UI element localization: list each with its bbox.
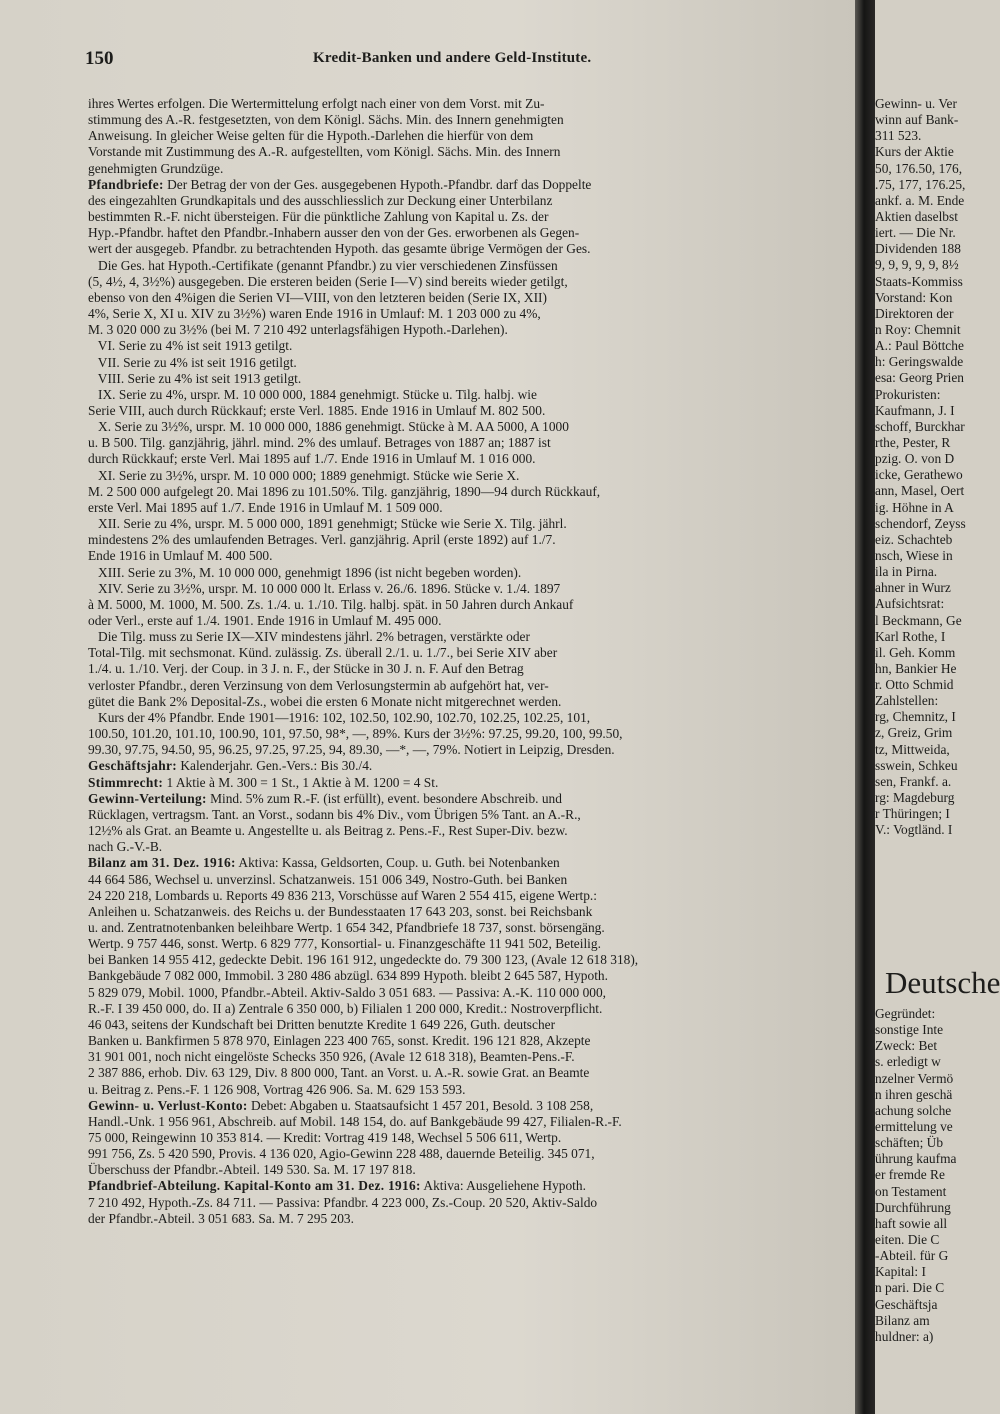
right-page-lower-text xyxy=(875,1006,956,1345)
right-page-line: schäften; Üb xyxy=(875,1135,944,1151)
line-text: 1./4. u. 1./10. Verj. der Coup. in 3 J. n. F., der Stücke in 30 J. n. F. Auf den Betrag xyxy=(88,661,524,677)
line-text: Die Tilg. muss zu Serie IX—XIV mindestens jährl. 2% betragen, verstärkte oder xyxy=(88,629,530,645)
text-line xyxy=(88,371,855,387)
text-line xyxy=(88,1098,855,1114)
right-page-line: -Abteil. für G xyxy=(875,1248,949,1264)
line-text: XIII. Serie zu 3%, M. 10 000 000, genehmigt 1896 (ist nicht begeben worden). xyxy=(88,564,522,580)
line-text: Die Ges. hat Hypoth.-Certifikate (genannt Pfandbr.) zu vier verschiedenen Zinsfüssen xyxy=(88,257,558,273)
right-page-line: Direktoren der xyxy=(875,305,954,321)
line-text: R.-F. I 39 450 000, do. II a) Zentrale 6 350 000, b) Filialen 1 200 000, Kredit.: Nostroverpflicht. xyxy=(88,1000,603,1016)
line-text: Total-Tilg. mit sechsmonat. Künd. zulässig. Zs. überall 2./1. u. 1./7., bei Serie XIV aber xyxy=(88,645,558,661)
right-page-line: Gegründet: xyxy=(875,1006,936,1021)
text-line xyxy=(88,1017,855,1033)
right-page-line: er fremde Re xyxy=(875,1167,945,1183)
right-page-line: ührung kaufma xyxy=(875,1151,957,1167)
right-page-line: Geschäftsja xyxy=(875,1296,938,1312)
line-text: Aktiva: Kassa, Geldsorten, Coup. u. Guth. bei Notenbanken xyxy=(235,855,560,871)
text-line xyxy=(88,177,855,193)
line-text: X. Serie zu 3½%, urspr. M. 10 000 000, 1886 genehmigt. Stücke à M. AA 5000, A 1000 xyxy=(88,419,569,435)
text-line xyxy=(88,209,855,225)
line-text: IX. Serie zu 4%, urspr. M. 10 000 000, 1884 genehmigt. Stücke u. Tilg. halbj. wie xyxy=(88,386,537,402)
text-line xyxy=(88,775,855,791)
text-line xyxy=(88,1146,855,1162)
text-line xyxy=(88,694,855,710)
paragraph xyxy=(88,855,855,1097)
right-page-line: z, Greiz, Grim xyxy=(875,725,953,741)
section-label: Gewinn- u. Verlust-Konto: xyxy=(88,1097,248,1113)
text-line xyxy=(88,1211,855,1227)
text-line xyxy=(88,1162,855,1178)
text-line xyxy=(88,468,855,484)
line-text: Handl.-Unk. 1 956 961, Abschreib. auf Mobil. 148 154, do. auf Bankgebäude 99 427, Filialen-R.-F. xyxy=(88,1113,622,1129)
line-text: VIII. Serie zu 4% ist seit 1913 getilgt. xyxy=(88,370,302,386)
right-page-line: Zweck: Bet xyxy=(875,1038,938,1054)
line-text: Aktiva: Ausgeliehene Hypoth. xyxy=(420,1178,586,1194)
right-page-line: Durchführung xyxy=(875,1199,951,1215)
right-page-line: ig. Höhne in A xyxy=(875,499,954,515)
text-line xyxy=(88,629,855,645)
section-label: Pfandbrief-Abteilung. Kapital-Konto am 31. Dez. 1916: xyxy=(88,1178,421,1194)
right-page-line: Zahlstellen: xyxy=(875,693,939,709)
right-page-line: icke, Gerathewo xyxy=(875,467,963,483)
text-line xyxy=(88,581,855,597)
line-text: mindestens 2% des umlaufenden Betrages. Verl. ganzjährig. April (erste 1892) auf 1./7. xyxy=(88,532,556,548)
right-page-line: Staats-Kommiss xyxy=(875,273,963,289)
right-page-line: n pari. Die C xyxy=(875,1280,945,1296)
right-page-line: sswein, Schkeu xyxy=(875,757,958,773)
paragraph xyxy=(88,96,855,177)
text-line xyxy=(88,128,855,144)
text-line xyxy=(88,435,855,451)
text-line xyxy=(88,565,855,581)
right-page-line: V.: Vogtländ. I xyxy=(875,822,953,838)
section-label: Stimmrecht: xyxy=(88,774,164,790)
line-text: genehmigten Grundzüge. xyxy=(88,160,224,176)
line-text: stimmung des A.-R. festgesetzten, von dem Königl. Sächs. Min. des Innern genehmigten xyxy=(88,112,564,128)
right-page-line: huldner: a) xyxy=(875,1328,934,1344)
line-text: à M. 5000, M. 1000, M. 500. Zs. 1./4. u. 1./10. Tilg. halbj. spät. in 50 Jahren durch Ankauf xyxy=(88,596,574,612)
right-page-line: pzig. O. von D xyxy=(875,451,955,467)
text-line xyxy=(88,823,855,839)
section-label: Pfandbriefe: xyxy=(88,176,164,192)
right-page-line: Aufsichtsrat: xyxy=(875,596,945,612)
text-line xyxy=(88,516,855,532)
text-line xyxy=(88,1082,855,1098)
text-line xyxy=(88,920,855,936)
line-text: 75 000, Reingewinn 10 353 814. — Kredit: Vortrag 419 148, Wechsel 5 506 611, Wertp. xyxy=(88,1130,562,1145)
line-text: durch Rückkauf; erste Verl. Mai 1895 auf 1./7. Ende 1916 in Umlauf M. 1 016 000. xyxy=(88,451,536,467)
section-label: Geschäftsjahr: xyxy=(88,758,177,774)
line-text: des eingezahlten Grundkapitals und des ausschliesslich zur Deckung einer Unterbilanz xyxy=(88,192,553,208)
text-line xyxy=(88,661,855,677)
text-line xyxy=(88,1130,855,1146)
line-text: bei Banken 14 955 412, gedeckte Debit. 196 161 912, ungedeckte do. 79 300 123, (Avale 12 618 318), xyxy=(88,952,639,968)
text-line xyxy=(88,726,855,742)
right-page-line: Gewinn- u. Ver xyxy=(875,96,957,111)
text-line xyxy=(88,742,855,758)
line-text: 12½% als Grat. an Beamte u. Angestellte u. als Beitrag z. Pens.-F., Rest Super-Div. bezw. xyxy=(88,823,568,839)
right-page-line: schoff, Burckhar xyxy=(875,418,965,434)
line-text: gütet die Bank 2% Deposital-Zs., wobei die ersten 6 Monate nicht mitgerechnet werden. xyxy=(88,693,562,709)
text-line xyxy=(88,193,855,209)
right-page-line: achung solche xyxy=(875,1102,952,1118)
page-number: 150 xyxy=(85,48,114,69)
right-page-line: schendorf, Zeyss xyxy=(875,515,966,531)
right-page-line: eiten. Die C xyxy=(875,1231,940,1247)
text-line xyxy=(88,500,855,516)
section-label: Gewinn-Verteilung: xyxy=(88,790,207,806)
text-line xyxy=(88,532,855,548)
book-gutter xyxy=(855,0,875,1414)
line-text: ihres Wertes erfolgen. Die Wertermittelung erfolgt nach einer von dem Vorst. mit Zu- xyxy=(88,96,545,111)
text-line xyxy=(88,710,855,726)
paragraph xyxy=(88,1098,855,1179)
right-page-line: 50, 176.50, 176, xyxy=(875,160,963,176)
right-page-line: iert. — Die Nr. xyxy=(875,225,956,241)
text-line xyxy=(88,872,855,888)
text-line xyxy=(88,985,855,1001)
right-page-line: nsch, Wiese in xyxy=(875,547,953,563)
line-text: XII. Serie zu 4%, urspr. M. 5 000 000, 1891 genehmigt; Stücke wie Serie X. Tilg. jährl. xyxy=(88,516,567,532)
text-line xyxy=(88,1049,855,1065)
line-text: Wertp. 9 757 446, sonst. Wertp. 6 829 777, Konsortial- u. Finanzgeschäfte 11 941 502, Beteilig. xyxy=(88,936,601,952)
line-text: 2 387 886, erhob. Div. 63 129, Div. 8 800 000, Tant. an Vorst. u. A.-R. sowie Grat. an Beamte xyxy=(88,1065,590,1081)
line-text: 7 210 492, Hypoth.-Zs. 84 711. — Passiva: Pfandbr. 4 223 000, Zs.-Coup. 20 520, Aktiv-Saldo xyxy=(88,1194,598,1210)
line-text: Banken u. Bankfirmen 5 878 970, Einlagen 223 400 765, sonst. Kredit. 196 121 828, Akzepte xyxy=(88,1033,591,1049)
line-text: XIV. Serie zu 3½%, urspr. M. 10 000 000 lt. Erlass v. 26./6. 1896. Stücke v. 1./4. 1897 xyxy=(88,580,561,596)
right-page-line: Prokuristen: xyxy=(875,386,941,402)
line-text: verloster Pfandbr., deren Verzinsung von dem Verlosungstermin ab aufgehört hat, ver- xyxy=(88,677,549,693)
line-text: Anleihen u. Schatzanweis. des Reichs u. der Bundesstaaten 17 643 203, sonst. bei Reichsbank xyxy=(88,903,593,919)
right-page-line: Dividenden 188 xyxy=(875,241,961,257)
paragraph xyxy=(88,1178,855,1226)
right-page-line: ermittelung ve xyxy=(875,1118,953,1134)
right-page-line: Kurs der Aktie xyxy=(875,144,954,160)
text-line xyxy=(88,355,855,371)
text-line xyxy=(88,403,855,419)
line-text: wert der ausgegeb. Pfandbr. zu betrachtenden Hypoth. das gesamte übrige Vermögen der Ges. xyxy=(88,241,591,257)
right-page-upper-text xyxy=(875,96,966,838)
right-page-line: n Roy: Chemnit xyxy=(875,321,961,337)
line-text: oder Verl., erste auf 1./4. 1901. Ende 1916 in Umlauf M. 495 000. xyxy=(88,613,442,628)
line-text: Bankgebäude 7 082 000, Immobil. 3 280 486 abzügl. 634 899 Hypoth. bleibt 2 645 587, Hypoth. xyxy=(88,968,608,984)
paragraph xyxy=(88,775,855,791)
text-line xyxy=(88,112,855,128)
text-line xyxy=(88,888,855,904)
text-line xyxy=(88,1195,855,1211)
right-page-line: A.: Paul Böttche xyxy=(875,338,964,354)
page-header xyxy=(85,48,855,74)
right-page-line: ahner in Wurz xyxy=(875,580,951,596)
line-text: M. 2 500 000 aufgelegt 20. Mai 1896 zu 101.50%. Tilg. ganzjährig, 1890—94 durch Rückkauf, xyxy=(88,483,601,499)
line-text: u. and. Zentratnotenbanken beleihbare Wertp. 1 654 342, Pfandbriefe 18 737, sonst. börsengäng. xyxy=(88,919,605,935)
right-page-line: sonstige Inte xyxy=(875,1022,944,1038)
right-page-line: il. Geh. Komm xyxy=(875,644,956,660)
right-page-line: Kaufmann, J. I xyxy=(875,402,955,418)
line-text: Vorstande mit Zustimmung des A.-R. aufgestellten, vom Königl. Sächs. Min. des Innern xyxy=(88,144,561,160)
right-page-line: 9, 9, 9, 9, 9, 8½ xyxy=(875,257,959,273)
line-text: VI. Serie zu 4% ist seit 1913 getilgt. xyxy=(88,338,293,354)
text-line xyxy=(88,678,855,694)
right-page-line: on Testament xyxy=(875,1183,947,1199)
right-page-line: nzelner Vermö xyxy=(875,1070,954,1086)
line-text: 24 220 218, Lombards u. Reports 49 836 213, Vorschüsse auf Waren 2 554 415, eigene Wertp.: xyxy=(88,887,597,903)
line-text: Überschuss der Pfandbr.-Abteil. 149 530. Sa. M. 17 197 818. xyxy=(88,1162,416,1178)
right-page-line: 311 523. xyxy=(875,128,922,144)
text-line xyxy=(88,338,855,354)
line-text: Kurs der 4% Pfandbr. Ende 1901—1916: 102, 102.50, 102.90, 102.70, 102.25, 102.25, 101, xyxy=(88,709,591,725)
line-text: bestimmten R.-F. nicht übersteigen. Für die pünktliche Zahlung von Kapital u. Zs. der xyxy=(88,209,549,225)
right-page-line: tz, Mittweida, xyxy=(875,741,950,757)
text-line xyxy=(88,968,855,984)
right-page-line: Aktien daselbst xyxy=(875,208,958,224)
right-page-line: h: Geringswalde xyxy=(875,354,964,370)
right-page-line: esa: Georg Prien xyxy=(875,370,965,386)
line-text: Rücklagen, vertragsm. Tant. an Vorst., sodann bis 4% Div., vom Übrigen 5% Tant. an A.-R., xyxy=(88,806,581,822)
text-line xyxy=(88,904,855,920)
line-text: 5 829 079, Mobil. 1000, Pfandbr.-Abteil. Aktiv-Saldo 3 051 683. — Passiva: A.-K. 110 000 000, xyxy=(88,984,607,1000)
line-text: ebenso von den 4%igen die Serien VI—VIII, von den letzteren beiden (Serie IX, XII) xyxy=(88,289,547,305)
right-page-line: Karl Rothe, I xyxy=(875,628,946,644)
line-text: u. B 500. Tilg. ganzjährig, jährl. mind. 2% des umlauf. Betrages von 1887 an; 1887 ist xyxy=(88,435,551,451)
book-page-right-partial xyxy=(875,0,1000,1414)
line-text: Serie VIII, auch durch Rückkauf; erste Verl. 1885. Ende 1916 in Umlauf M. 802 500. xyxy=(88,402,546,418)
text-line xyxy=(88,290,855,306)
line-text: Anweisung. In gleicher Weise gelten für die Hypoth.-Darlehen die hierfür von dem xyxy=(88,128,534,144)
line-text: erste Verl. Mai 1895 auf 1./7. Ende 1916 in Umlauf M. 1 509 000. xyxy=(88,499,443,515)
text-line xyxy=(88,936,855,952)
right-page-line: s. erledigt w xyxy=(875,1054,941,1070)
page-body-text xyxy=(88,96,855,1227)
text-line xyxy=(88,96,855,112)
text-line xyxy=(88,258,855,274)
line-text: Mind. 5% zum R.-F. (ist erfüllt), event. besondere Abschreib. und xyxy=(206,790,562,806)
text-line xyxy=(88,451,855,467)
line-text: (5, 4½, 4, 3½%) ausgegeben. Die ersteren beiden (Serie I—V) sind bereits wieder getilgt, xyxy=(88,273,568,289)
text-line xyxy=(88,597,855,613)
line-text: M. 3 020 000 zu 3½% (bei M. 7 210 492 unterlagsfähigen Hypoth.-Darlehen). xyxy=(88,322,508,338)
right-page-line: ann, Masel, Oert xyxy=(875,483,965,499)
right-page-line: hn, Bankier He xyxy=(875,660,957,676)
text-line xyxy=(88,161,855,177)
paragraph xyxy=(88,791,855,856)
text-line xyxy=(88,1033,855,1049)
line-text: 100.50, 101.20, 101.10, 100.90, 101, 97.50, 98*, —, 89%. Kurs der 3½%: 97.25, 99.20, 100, 99.50, xyxy=(88,726,623,742)
line-text: u. Beitrag z. Pens.-F. 1 126 908, Vortrag 426 906. Sa. M. 629 153 593. xyxy=(88,1081,466,1097)
right-page-line: Vorstand: Kon xyxy=(875,289,953,305)
right-page-line: haft sowie all xyxy=(875,1215,948,1231)
text-line xyxy=(88,241,855,257)
paragraph xyxy=(88,177,855,759)
text-line xyxy=(88,144,855,160)
right-page-line: ankf. a. M. Ende xyxy=(875,192,965,208)
right-page-heading: Deutsche xyxy=(885,965,1000,1000)
right-page-line: r. Otto Schmid xyxy=(875,677,954,693)
text-line xyxy=(88,484,855,500)
right-page-line: l Beckmann, Ge xyxy=(875,612,962,628)
text-line xyxy=(88,758,855,774)
text-line xyxy=(88,225,855,241)
text-line xyxy=(88,839,855,855)
right-page-line: .75, 177, 176.25, xyxy=(875,176,966,192)
text-line xyxy=(88,952,855,968)
right-page-line: rg, Chemnitz, I xyxy=(875,709,956,725)
line-text: VII. Serie zu 4% ist seit 1916 getilgt. xyxy=(88,354,297,370)
text-line xyxy=(88,807,855,823)
line-text: nach G.-V.-B. xyxy=(88,839,163,855)
section-label: Bilanz am 31. Dez. 1916: xyxy=(88,855,236,871)
right-page-line: ila in Pirna. xyxy=(875,564,938,580)
line-text: 46 043, seitens der Kundschaft bei Dritten benutzte Kredite 1 649 226, Guth. deutscher xyxy=(88,1016,556,1032)
line-text: 1 Aktie à M. 300 = 1 St., 1 Aktie à M. 1200 = 4 St. xyxy=(163,774,439,790)
right-page-line: n ihren geschä xyxy=(875,1086,953,1102)
line-text: 99.30, 97.75, 94.50, 95, 96.25, 97.25, 97.25, 94, 89.30, —*, —, 79%. Notiert in Leipzig, Dresden. xyxy=(88,742,615,758)
text-line xyxy=(88,322,855,338)
right-page-line: sen, Frankf. a. xyxy=(875,773,952,789)
text-line xyxy=(88,645,855,661)
line-text: 44 664 586, Wechsel u. unverzinsl. Schatzanweis. 151 006 349, Nostro-Guth. bei Banken xyxy=(88,871,568,887)
text-line xyxy=(88,274,855,290)
text-line xyxy=(88,613,855,629)
line-text: der Pfandbr.-Abteil. 3 051 683. Sa. M. 7 295 203. xyxy=(88,1210,354,1226)
line-text: 4%, Serie X, XI u. XIV zu 3½%) waren Ende 1916 in Umlauf: M. 1 203 000 zu 4%, xyxy=(88,306,541,322)
line-text: Der Betrag der von der Ges. ausgegebenen Hypoth.-Pfandbr. darf das Doppelte xyxy=(163,176,592,192)
text-line xyxy=(88,1114,855,1130)
line-text: Ende 1916 in Umlauf M. 400 500. xyxy=(88,548,273,564)
text-line xyxy=(88,387,855,403)
right-page-line: rg: Magdeburg xyxy=(875,790,955,806)
line-text: XI. Serie zu 3½%, urspr. M. 10 000 000; 1889 genehmigt. Stücke wie Serie X. xyxy=(88,467,520,483)
text-line xyxy=(88,1065,855,1081)
paragraph xyxy=(88,758,855,774)
text-line xyxy=(88,855,855,871)
right-page-line: Bilanz am xyxy=(875,1312,930,1328)
text-line xyxy=(88,419,855,435)
text-line xyxy=(88,1001,855,1017)
line-text: Debet: Abgaben u. Staatsaufsicht 1 457 201, Besold. 3 108 258, xyxy=(247,1097,594,1113)
text-line xyxy=(88,306,855,322)
text-line xyxy=(88,1178,855,1194)
right-page-line: winn auf Bank- xyxy=(875,112,959,128)
running-title: Kredit-Banken und andere Geld-Institute. xyxy=(313,50,592,66)
line-text: 991 756, Zs. 5 420 590, Provis. 4 136 020, Agio-Gewinn 228 488, dauernde Beteilig. 345 071, xyxy=(88,1146,595,1162)
line-text: Hyp.-Pfandbr. haftet den Pfandbr.-Inhabern ausser den von der Ges. erworbenen als Gegen- xyxy=(88,225,580,241)
line-text: Kalenderjahr. Gen.-Vers.: Bis 30./4. xyxy=(177,758,373,774)
right-page-line: rthe, Pester, R xyxy=(875,434,951,450)
text-line xyxy=(88,548,855,564)
right-page-line: r Thüringen; I xyxy=(875,806,950,822)
right-page-line: eiz. Schachteb xyxy=(875,531,953,547)
right-page-line: Kapital: I xyxy=(875,1264,926,1280)
text-line xyxy=(88,791,855,807)
line-text: 31 901 001, noch nicht eingelöste Schecks 350 926, (Avale 12 618 318), Beamten-Pens.-F. xyxy=(88,1049,575,1065)
